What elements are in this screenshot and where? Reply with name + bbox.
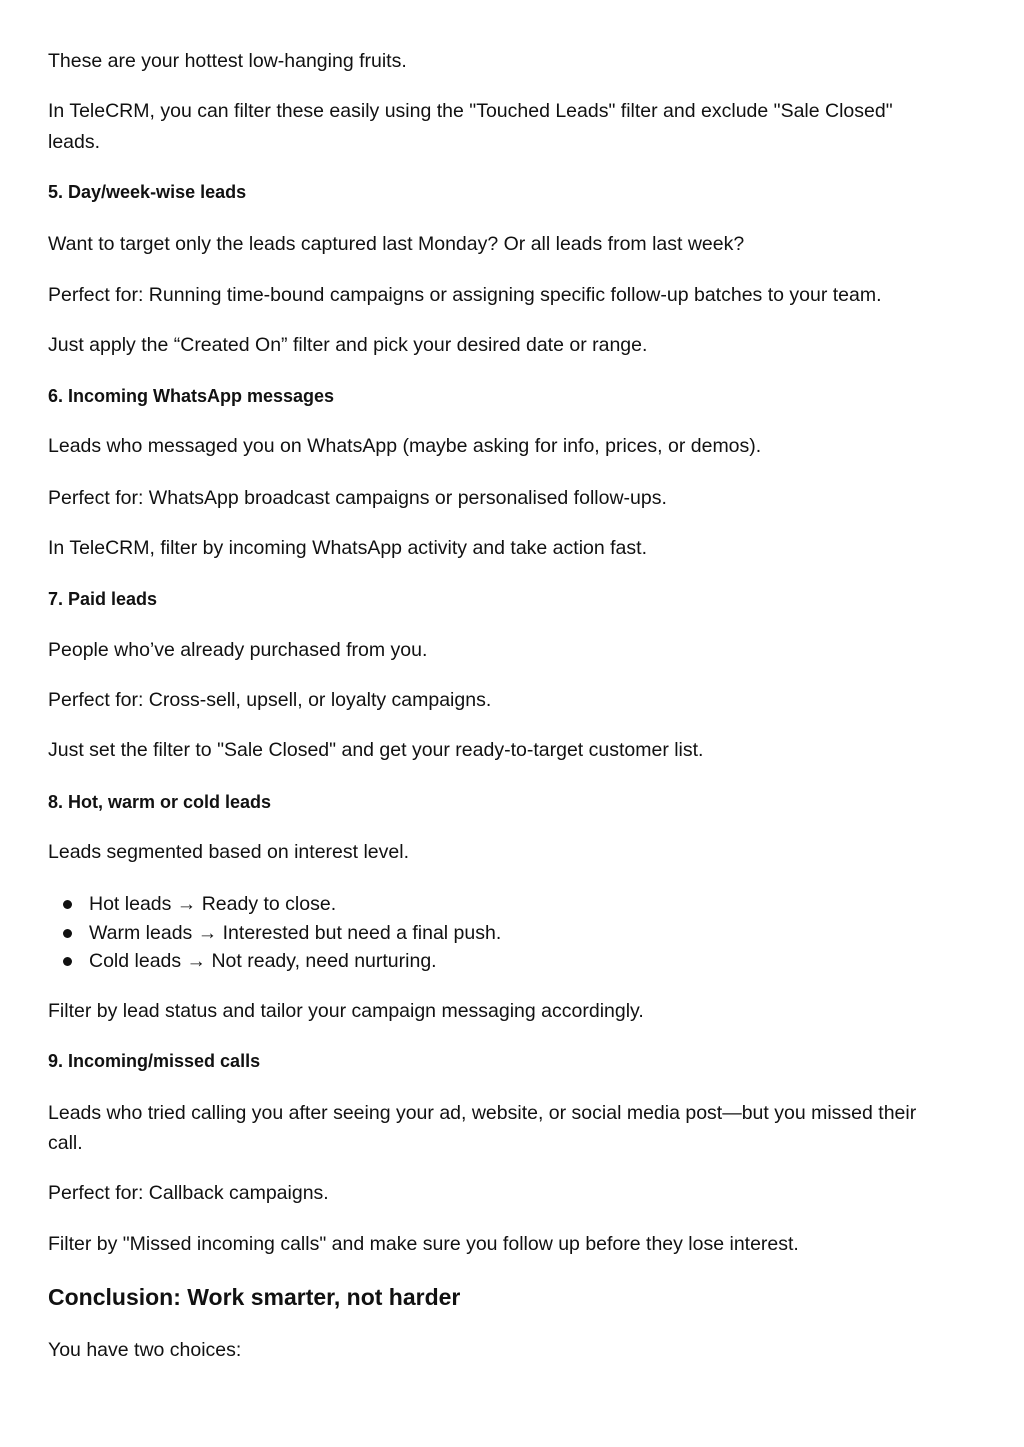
list-item-hot-leads: Hot leads → Ready to close.	[89, 893, 337, 915]
section-8-paragraph-2: Filter by lead status and tailor your campaign messaging accordingly.	[48, 1000, 644, 1022]
section-9-paragraph-1-line-2: call.	[48, 1132, 83, 1154]
list-item-warm-leads: Warm leads → Interested but need a final push.	[89, 922, 502, 944]
section-9-paragraph-1-line-1: Leads who tried calling you after seeing your ad, website, or social media post—but you missed their	[48, 1102, 917, 1124]
conclusion-heading: Conclusion: Work smarter, not harder	[48, 1284, 461, 1310]
intro-filter-paragraph-line-1: In TeleCRM, you can filter these easily using the "Touched Leads" filter and exclude "Sale Closed"	[48, 100, 893, 122]
section-8-paragraph-1: Leads segmented based on interest level.	[48, 841, 409, 863]
section-6-heading: 6. Incoming WhatsApp messages	[48, 386, 335, 406]
section-9-heading: 9. Incoming/missed calls	[48, 1051, 261, 1071]
section-5-heading: 5. Day/week-wise leads	[48, 182, 247, 202]
section-7-paragraph-3: Just set the filter to "Sale Closed" and get your ready-to-target customer list.	[48, 739, 704, 761]
section-5-paragraph-1: Want to target only the leads captured last Monday? Or all leads from last week?	[48, 233, 745, 255]
section-6-paragraph-3: In TeleCRM, filter by incoming WhatsApp activity and take action fast.	[48, 537, 647, 559]
bullet-marker	[63, 929, 72, 938]
conclusion-paragraph: You have two choices:	[48, 1339, 242, 1361]
section-6-paragraph-1: Leads who messaged you on WhatsApp (maybe asking for info, prices, or demos).	[48, 435, 762, 457]
bullet-marker	[63, 900, 72, 909]
section-9-paragraph-3: Filter by "Missed incoming calls" and make sure you follow up before they lose interest.	[48, 1233, 799, 1255]
section-5-paragraph-3: Just apply the “Created On” filter and pick your desired date or range.	[48, 334, 648, 356]
section-8-heading: 8. Hot, warm or cold leads	[48, 792, 272, 812]
intro-filter-paragraph-line-2: leads.	[48, 131, 101, 153]
section-7-paragraph-2: Perfect for: Cross-sell, upsell, or loyalty campaigns.	[48, 689, 492, 711]
section-5-paragraph-2: Perfect for: Running time-bound campaigns or assigning specific follow-up batches to your team.	[48, 284, 882, 306]
section-6-paragraph-2: Perfect for: WhatsApp broadcast campaigns or personalised follow-ups.	[48, 487, 667, 509]
section-9-paragraph-2: Perfect for: Callback campaigns.	[48, 1182, 329, 1204]
list-item-cold-leads: Cold leads → Not ready, need nurturing.	[89, 950, 437, 972]
section-7-paragraph-1: People who’ve already purchased from you.	[48, 639, 428, 661]
bullet-marker	[63, 957, 72, 966]
section-7-heading: 7. Paid leads	[48, 589, 158, 609]
intro-paragraph: These are your hottest low-hanging fruits.	[48, 50, 407, 72]
